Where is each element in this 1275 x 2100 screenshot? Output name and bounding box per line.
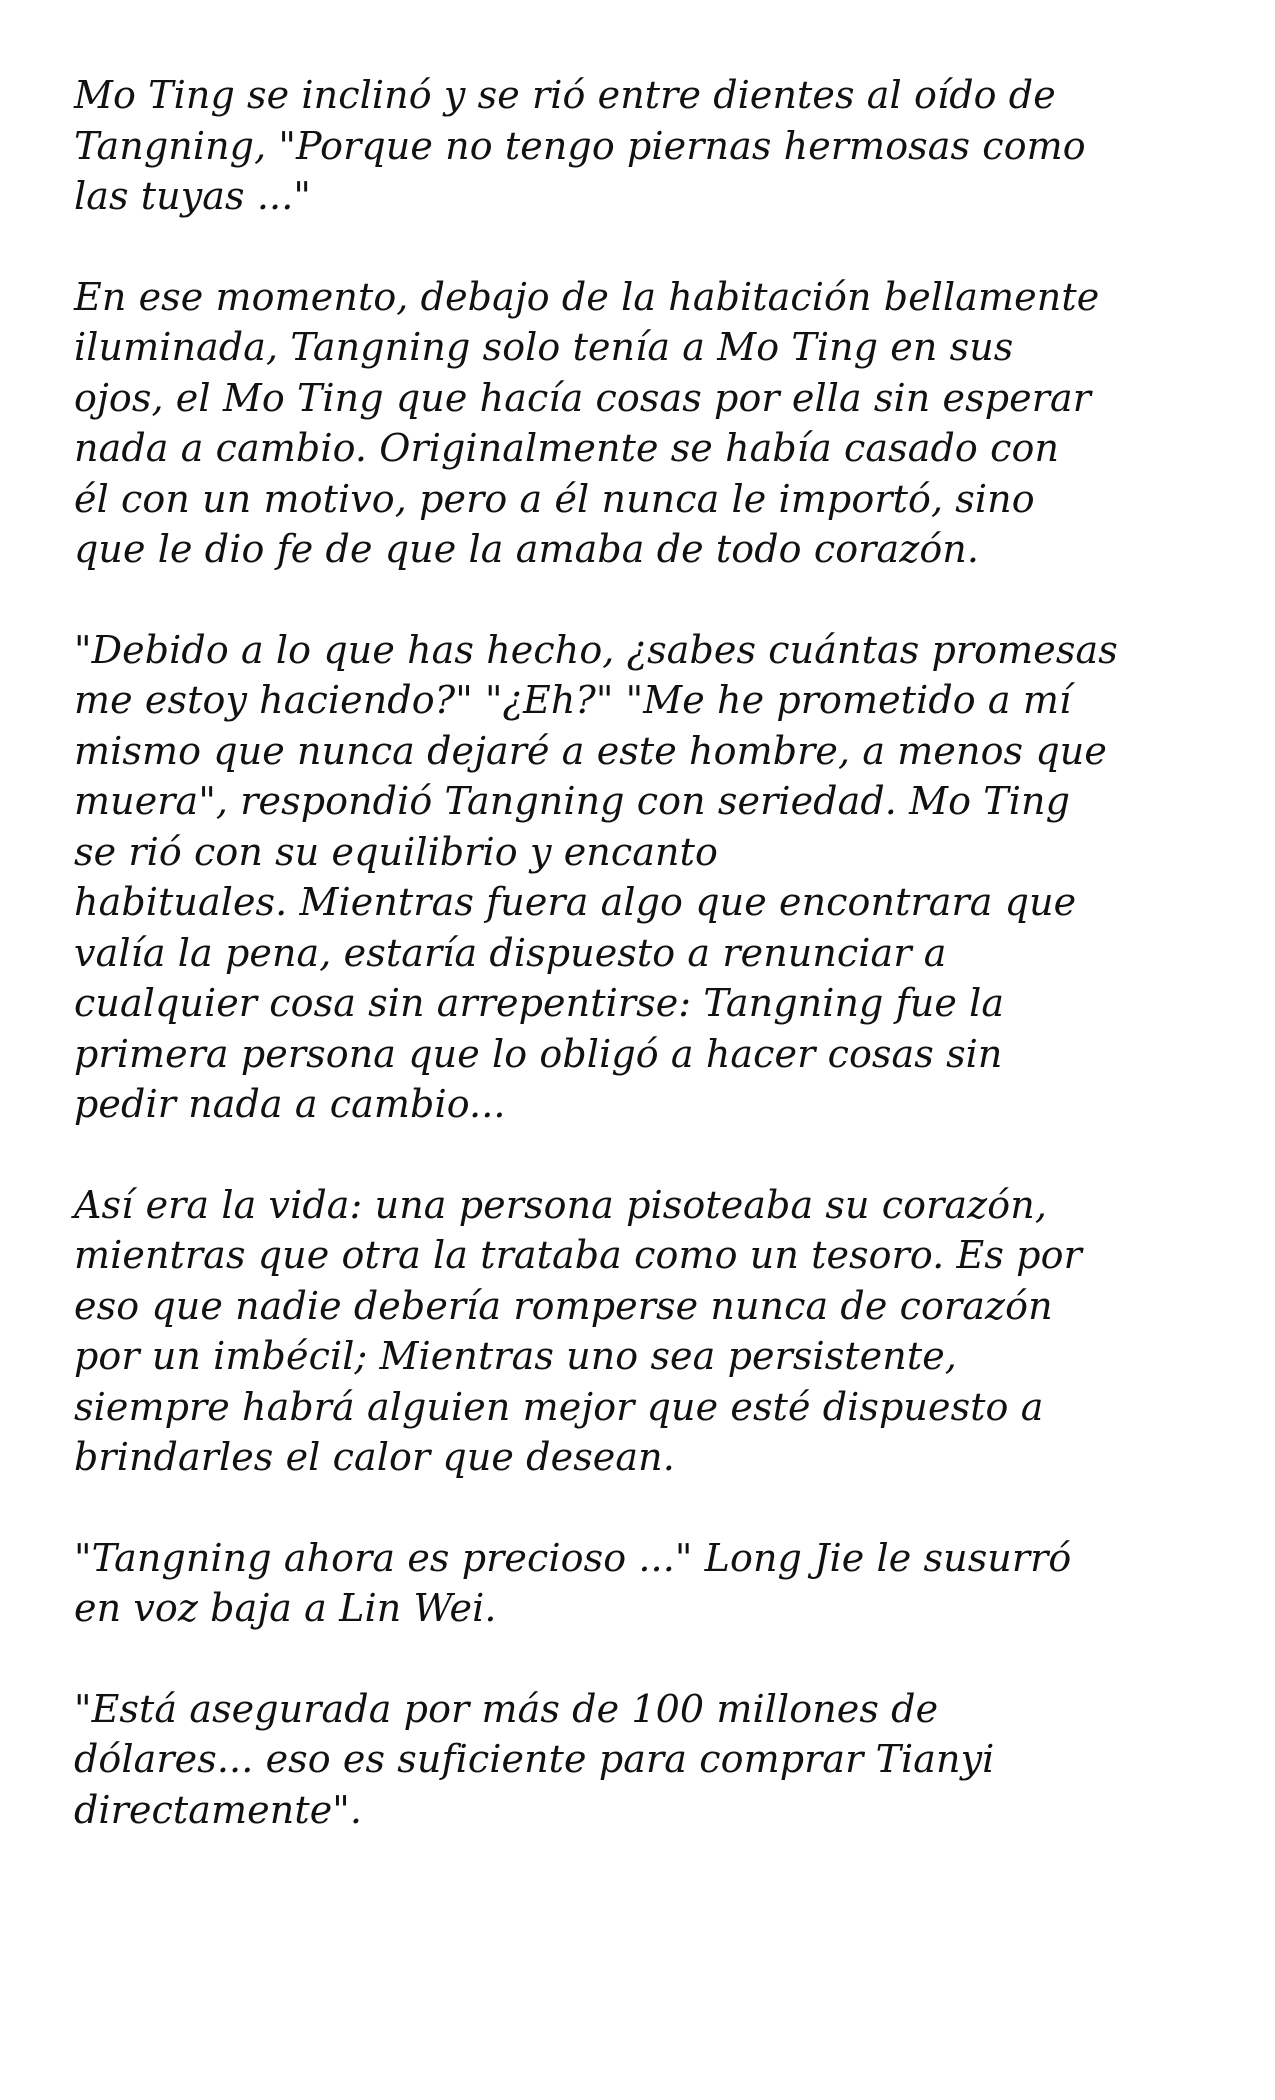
text-line: en voz baja a Lin Wei. [74,1586,497,1630]
text-line: iluminada, Tangning solo tenía a Mo Ting en sus [74,325,1014,369]
text-line: eso que nadie debería romperse nunca de corazón [74,1283,1053,1328]
text-line: las tuyas ..." [74,174,311,218]
text-line: En ese momento, debajo de la habitación bellamente [74,274,1100,319]
text-line: "Debido a lo que has hecho, ¿sabes cuántas promesas [74,627,1118,672]
text-line: ojos, el Mo Ting que hacía cosas por ella sin esperar [74,375,1091,420]
text-line: Así era la vida: una persona pisoteaba su corazón, [74,1182,1047,1227]
text-line: que le dio fe de que la amaba de todo corazón. [74,527,980,571]
text-line: "Tangning ahora es precioso ..." Long Jie le susurró [74,1535,1072,1580]
text-line: mientras que otra la trataba como un tesoro. Es por [74,1233,1082,1277]
paragraph-3 [74,625,1234,1130]
paragraph-5 [74,1533,1234,1634]
paragraph-1 [74,70,1234,222]
text-line: muera", respondió Tangning con seriedad. Mo Ting [74,779,1071,823]
text-line: dólares... eso es suficiente para comprar Tianyi [74,1737,995,1781]
paragraph-4 [74,1180,1234,1483]
text-line: Mo Ting se inclinó y se rió entre dientes al oído de [74,73,1056,117]
text-line: habituales. Mientras fuera algo que encontrara que [74,880,1077,924]
text-line: siempre habrá alguien mejor que esté dispuesto a [74,1384,1044,1429]
text-line: nada a cambio. Originalmente se había casado con [74,426,1060,470]
text-line: él con un motivo, pero a él nunca le importó, sino [74,476,1035,521]
text-line: cualquier cosa sin arrepentirse: Tangning fue la [74,981,1005,1025]
paragraph-2 [74,272,1234,575]
text-line: brindarles el calor que desean. [74,1435,675,1479]
text-line: pedir nada a cambio... [74,1082,506,1126]
text-line: Tangning, "Porque no tengo piernas hermosas como [74,123,1086,168]
text-line: por un imbécil; Mientras uno sea persistente, [74,1334,957,1378]
text-line: valía la pena, estaría dispuesto a renunciar a [74,930,947,975]
text-line: me estoy haciendo?" "¿Eh?" "Me he prometido a mí [74,678,1072,722]
text-line: "Está asegurada por más de 100 millones de [74,1686,939,1731]
document-page [74,70,1234,1885]
text-line: directamente". [74,1787,363,1832]
text-line: mismo que nunca dejaré a este hombre, a menos que [74,728,1107,773]
paragraph-6 [74,1684,1234,1836]
text-line: primera persona que lo obligó a hacer cosas sin [74,1031,1003,1076]
text-line: se rió con su equilibrio y encanto [74,829,718,874]
